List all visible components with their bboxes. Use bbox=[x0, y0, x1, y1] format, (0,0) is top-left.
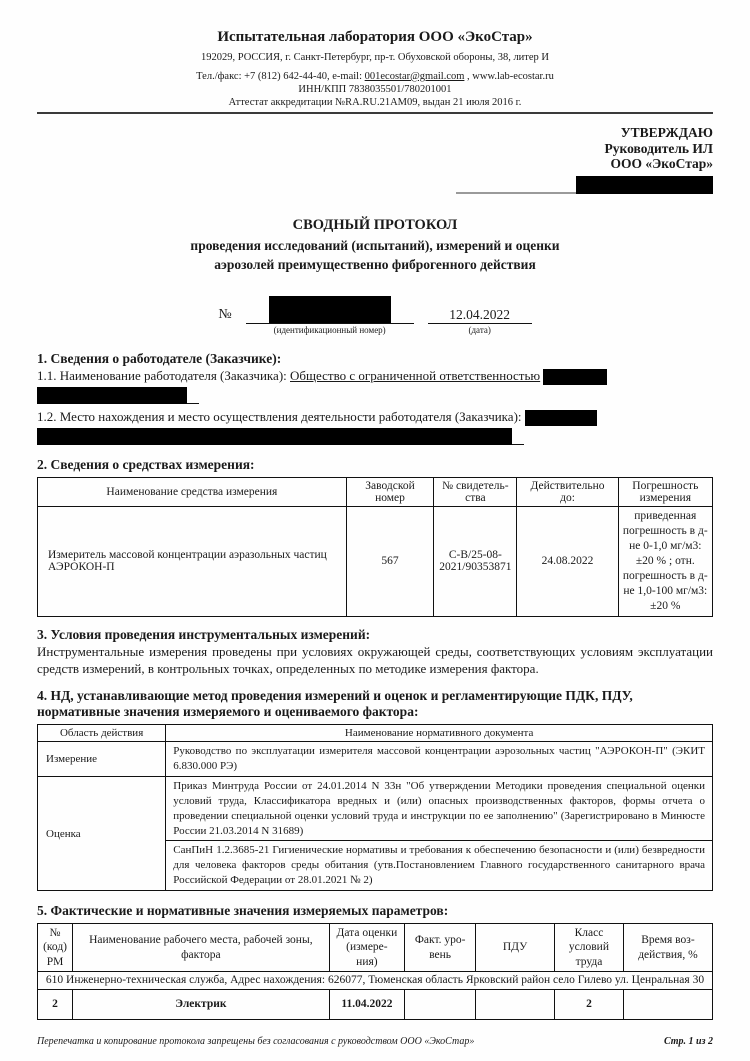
lab-email: 001ecostar@gmail.com bbox=[364, 70, 465, 82]
table-header-row bbox=[38, 477, 713, 506]
section-4-heading: 4. НД, устанавливающие метод проведения измерений и оценок и регламентирующие ПДК, ПДУ, нормативные значения измеряемого и оцениваемого фактора: bbox=[37, 688, 633, 720]
col-header-scope: Область действия bbox=[38, 725, 166, 742]
title-sub-2: аэрозолей преимущественно фиброгенного действия bbox=[214, 257, 536, 273]
lab-contacts bbox=[37, 70, 713, 83]
document-cell: Руководство по эксплуатации измерителя массовой концентрации аэрозольных частиц "АЭРОКОН-П" (ЭКИТ 6.830.000 РЭ) bbox=[166, 742, 713, 777]
document-cell: СанПиН 1.2.3685-21 Гигиенические нормативы и требования к обеспечению безопасности и (или) безвредности для человека факторов среды обитания (утв.Постановлением Главного государственного санитарного врача Российской Федерации от 28.01.2021 № 2) bbox=[166, 841, 713, 891]
workplace-location-cell: 610 Инженерно-техническая служба, Адрес нахождения: 626077, Тюменская область Ярковский район село Гилево ул. Ценральная 30 bbox=[38, 972, 713, 989]
col-header-pdu: ПДУ bbox=[476, 924, 555, 972]
section-1-heading: 1. Сведения о работодателе (Заказчике): bbox=[37, 350, 282, 366]
footer-copy-restriction-note: Перепечатка и копирование протокола запрещены без согласования с руководством ООО «ЭкоСтар» bbox=[37, 1035, 475, 1047]
col-header-evaluation-date: Дата оценки (измере- ния) bbox=[329, 924, 405, 972]
signature-row bbox=[37, 174, 713, 194]
date-caption: (дата) bbox=[468, 324, 491, 335]
valid-until-cell: 24.08.2022 bbox=[517, 506, 618, 616]
workplace-code-cell: 2 bbox=[38, 989, 73, 1019]
exposure-time-cell bbox=[623, 989, 712, 1019]
redaction-bar-employer-2 bbox=[37, 387, 187, 404]
col-header-document-name: Наименование нормативного документа bbox=[166, 725, 713, 742]
serial-number-cell: 567 bbox=[346, 506, 434, 616]
redaction-bar-id-number bbox=[269, 296, 391, 323]
actual-level-cell bbox=[405, 989, 476, 1019]
document-cell: Приказ Минтруда России от 24.01.2014 N 33н "Об утверждении Методики проведения специальной оценки условий труда, Классификатора вредных и (или) опасных производственных факторов, формы отчета о проведении специальной оценки условий труда и инструкции по ее заполнению" (Зарегистрировано в Минюсте России 21.03.2014 N 31689) bbox=[166, 777, 713, 841]
approval-line-2: Руководитель ИЛ bbox=[604, 140, 713, 156]
table-row bbox=[38, 506, 713, 616]
measuring-instruments-table bbox=[37, 477, 713, 617]
measured-parameters-table bbox=[37, 923, 713, 1020]
section-1-item-1 bbox=[37, 367, 713, 385]
date-value: 12.04.2022 bbox=[428, 296, 532, 324]
col-header-actual-level: Факт. уро- вень bbox=[405, 924, 476, 972]
col-header-valid-until: Действительно до: bbox=[517, 477, 618, 506]
table-header-row bbox=[38, 725, 713, 742]
scope-measurement-cell: Измерение bbox=[38, 742, 166, 777]
date-field bbox=[428, 296, 532, 335]
workplace-name-cell: Электрик bbox=[73, 989, 330, 1019]
employer-location-label: 1.2. Место нахождения и место осуществления деятельности работодателя (Заказчика): bbox=[37, 408, 522, 424]
scope-evaluation-cell: Оценка bbox=[38, 777, 166, 891]
col-header-exposure-time: Время воз- действия, % bbox=[623, 924, 712, 972]
header-divider bbox=[37, 112, 713, 114]
title-sub-1: проведения исследований (испытаний), измерений и оценки bbox=[190, 237, 560, 253]
col-header-working-conditions-class: Класс условий труда bbox=[555, 924, 624, 972]
approval-line-1: УТВЕРЖДАЮ bbox=[620, 125, 713, 141]
fill-underline bbox=[187, 388, 199, 404]
table-row bbox=[38, 989, 713, 1019]
employer-name-label: 1.1. Наименование работодателя (Заказчика): bbox=[37, 367, 291, 383]
section-5-heading: 5. Фактические и нормативные значения измеряемых параметров: bbox=[37, 903, 449, 918]
id-number-caption: (идентификационный номер) bbox=[273, 324, 386, 335]
employer-name-value: Общество с ограниченной ответственностью bbox=[290, 367, 541, 383]
approval-block bbox=[37, 125, 713, 194]
section-1-item-2 bbox=[37, 408, 713, 426]
page-footer bbox=[37, 1036, 713, 1047]
number-sign: № bbox=[218, 306, 232, 322]
certificate-cell: С-В/25-08-2021/90353871 bbox=[434, 506, 517, 616]
instrument-name-cell: Измеритель массовой концентрации аэразольных частиц АЭРОКОН-П bbox=[38, 506, 347, 616]
measurement-error-cell: приведенная погрешность в д-не 0-1,0 мг/м3: ±20 % ; отн. погрешность в д-не 1,0-100 мг/м3: ±20 % bbox=[618, 506, 712, 616]
working-conditions-class-cell: 2 bbox=[555, 989, 624, 1019]
section-2-heading: 2. Сведения о средствах измерения: bbox=[37, 456, 255, 472]
lab-inn-kpp: ИНН/КПП 7838035501/780201001 bbox=[298, 84, 452, 95]
table-header-row bbox=[38, 924, 713, 972]
id-number-line bbox=[246, 296, 414, 324]
normative-documents-table bbox=[37, 724, 713, 891]
fill-underline bbox=[512, 429, 524, 445]
lab-website: , www.lab-ecostar.ru bbox=[464, 70, 554, 82]
col-header-certificate: № свидетель-ства bbox=[434, 477, 517, 506]
section-3-body: Инструментальные измерения проведены при условиях окружающей среды, соответствующих условиям эксплуатации средств измерений, в контрольных точках, определенных по методике измерения фактора. bbox=[37, 643, 713, 677]
redaction-bar-location-2 bbox=[37, 428, 512, 445]
document-title bbox=[37, 215, 713, 275]
redaction-bar-signature bbox=[576, 176, 713, 194]
col-header-workplace-code: № (код) РМ bbox=[38, 924, 73, 972]
table-row bbox=[38, 742, 713, 777]
section-3-heading: 3. Условия проведения инструментальных измерений: bbox=[37, 626, 371, 642]
lab-phone: Тел./факс: +7 (812) 642-44-40, e-mail: bbox=[196, 70, 365, 82]
section-1-item-1-continuation bbox=[37, 385, 713, 404]
col-header-measurement-error: Погрешность измерения bbox=[618, 477, 712, 506]
lab-accreditation: Аттестат аккредитации №RA.RU.21АМ09, выдан 21 июля 2016 г. bbox=[228, 97, 522, 109]
lab-header bbox=[37, 28, 713, 114]
col-header-serial-number: Заводской номер bbox=[346, 477, 434, 506]
title-main: СВОДНЫЙ ПРОТОКОЛ bbox=[292, 216, 458, 233]
id-number-field bbox=[246, 296, 414, 335]
redaction-bar-location-1 bbox=[525, 410, 597, 426]
approval-line-3: ООО «ЭкоСтар» bbox=[610, 156, 713, 172]
page-number: Стр. 1 из 2 bbox=[663, 1035, 713, 1047]
col-header-workplace-name: Наименование рабочего места, рабочей зоны, фактора bbox=[73, 924, 330, 972]
lab-address: 192029, РОССИЯ, г. Санкт-Петербург, пр-т. Обуховской обороны, 38, литер И bbox=[200, 51, 550, 63]
signature-line bbox=[456, 176, 576, 194]
col-header-instrument-name: Наименование средства измерения bbox=[38, 477, 347, 506]
redaction-bar-employer-1 bbox=[543, 369, 607, 385]
pdu-cell bbox=[476, 989, 555, 1019]
table-row bbox=[38, 777, 713, 841]
evaluation-date-cell: 11.04.2022 bbox=[329, 989, 405, 1019]
number-date-row bbox=[37, 296, 713, 335]
lab-name: Испытательная лаборатория ООО «ЭкоСтар» bbox=[217, 29, 533, 45]
section-1-item-2-continuation bbox=[37, 426, 713, 445]
table-row bbox=[38, 972, 713, 989]
